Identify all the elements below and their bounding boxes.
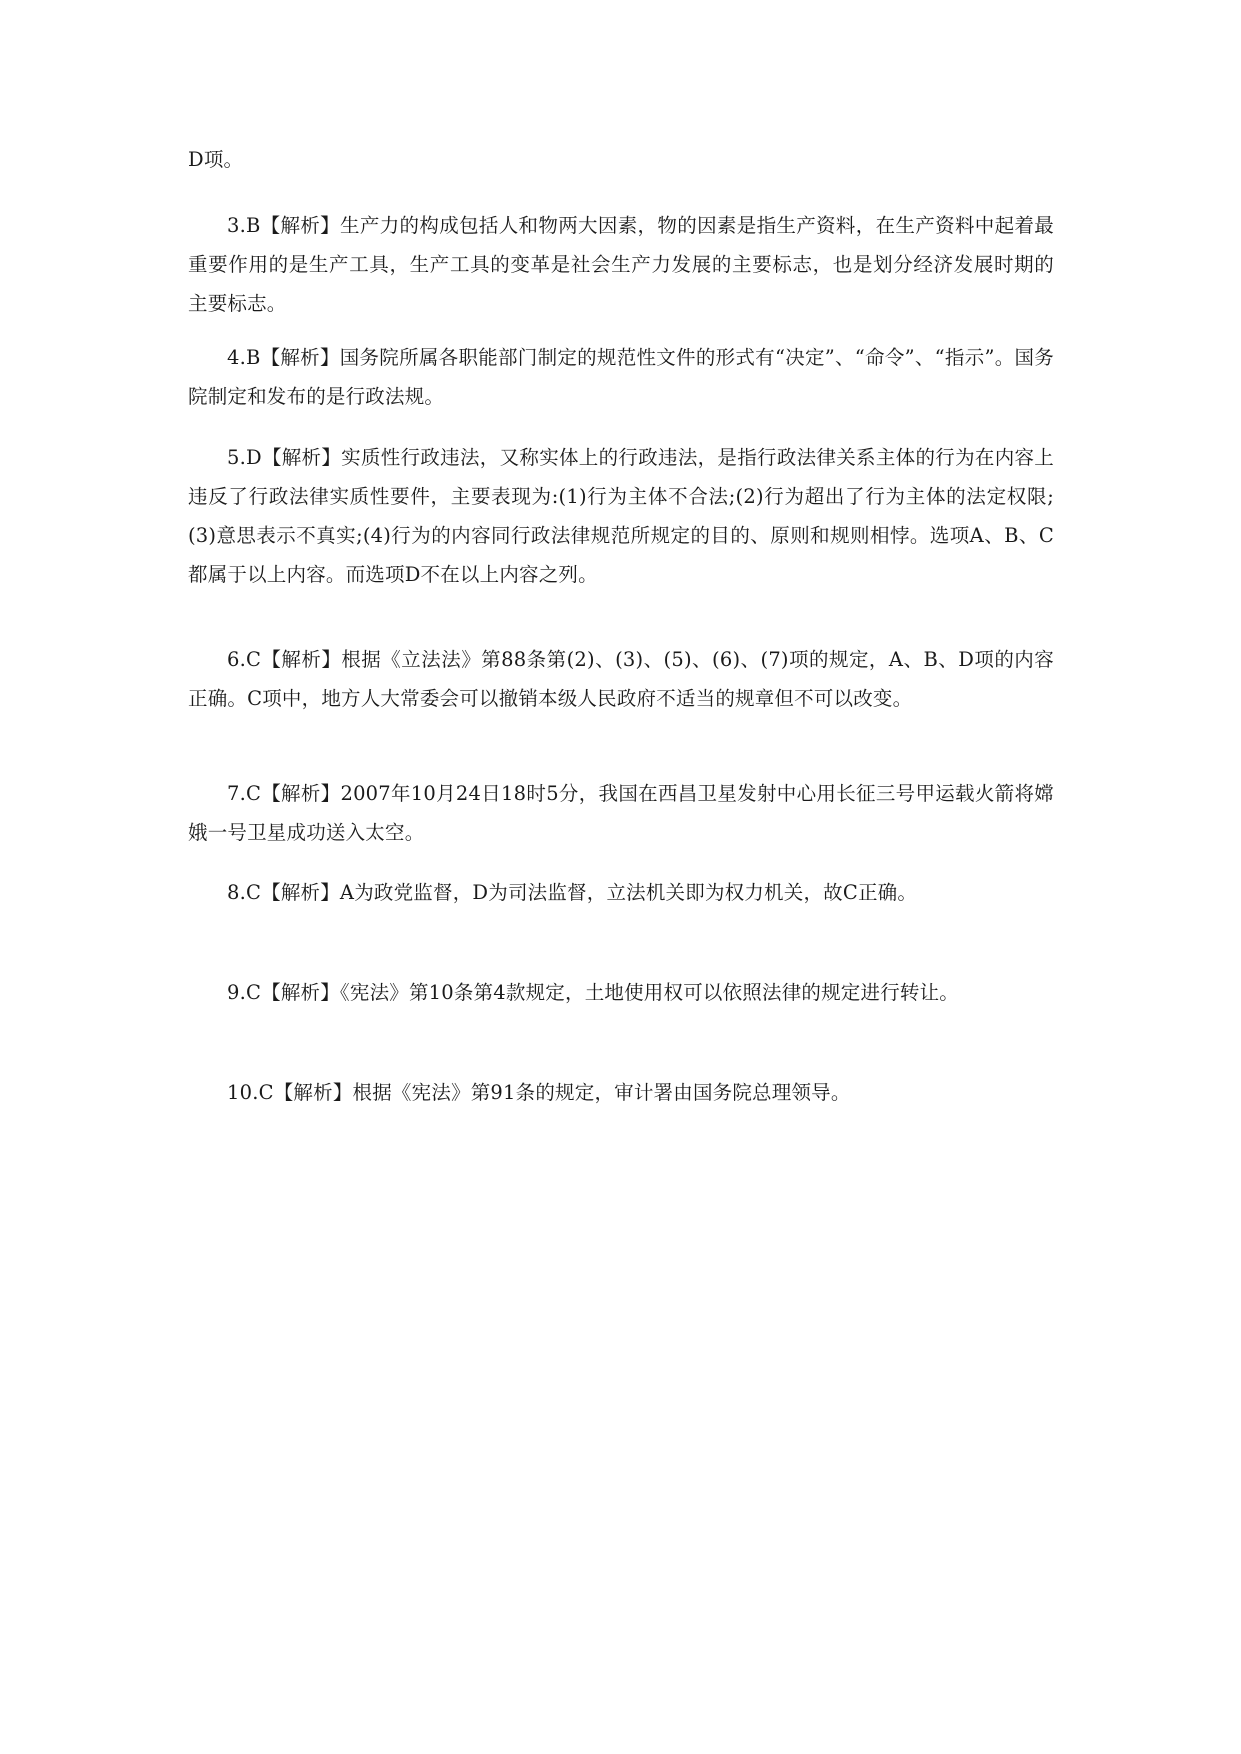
answer-8: 8.C【解析】A为政党监督，D为司法监督，立法机关即为权力机关，故C正确。: [227, 881, 918, 904]
answer-7: 7.C【解析】2007年10月24日18时5分，我国在西昌卫星发射中心用长征三号甲运载火箭将嫦娥一号卫星成功送入太空。: [188, 782, 1054, 844]
answer-6: 6.C【解析】根据《立法法》第88条第(2)、(3)、(5)、(6)、(7)项的规定，A、B、D项的内容正确。C项中，地方人大常委会可以撤销本级人民政府不适当的规章但不可以改变。: [188, 648, 1054, 710]
answer-10: 10.C【解析】根据《宪法》第91条的规定，审计署由国务院总理领导。: [227, 1081, 851, 1104]
answer-9: 9.C【解析】《宪法》第10条第4款规定，土地使用权可以依照法律的规定进行转让。: [227, 981, 959, 1004]
paragraph-continuation: D项。: [188, 148, 244, 171]
answer-3: 3.B【解析】生产力的构成包括人和物两大因素，物的因素是指生产资料，在生产资料中起着最重要作用的是生产工具，生产工具的变革是社会生产力发展的主要标志，也是划分经济发展时期的主要标志。: [188, 214, 1054, 315]
answer-5: 5.D【解析】实质性行政违法，又称实体上的行政违法，是指行政法律关系主体的行为在内容上违反了行政法律实质性要件，主要表现为:(1)行为主体不合法;(2)行为超出了行为主体的法定权限;(3)意思表示不真实;(4)行为的内容同行政法律规范所规定的目的、原则和规则相悖。选项A、B、C都属于以上内容。而选项D不在以上内容之列。: [188, 446, 1054, 586]
answer-4: 4.B【解析】国务院所属各职能部门制定的规范性文件的形式有“决定”、“命令”、“指示”。国务院制定和发布的是行政法规。: [188, 346, 1054, 408]
